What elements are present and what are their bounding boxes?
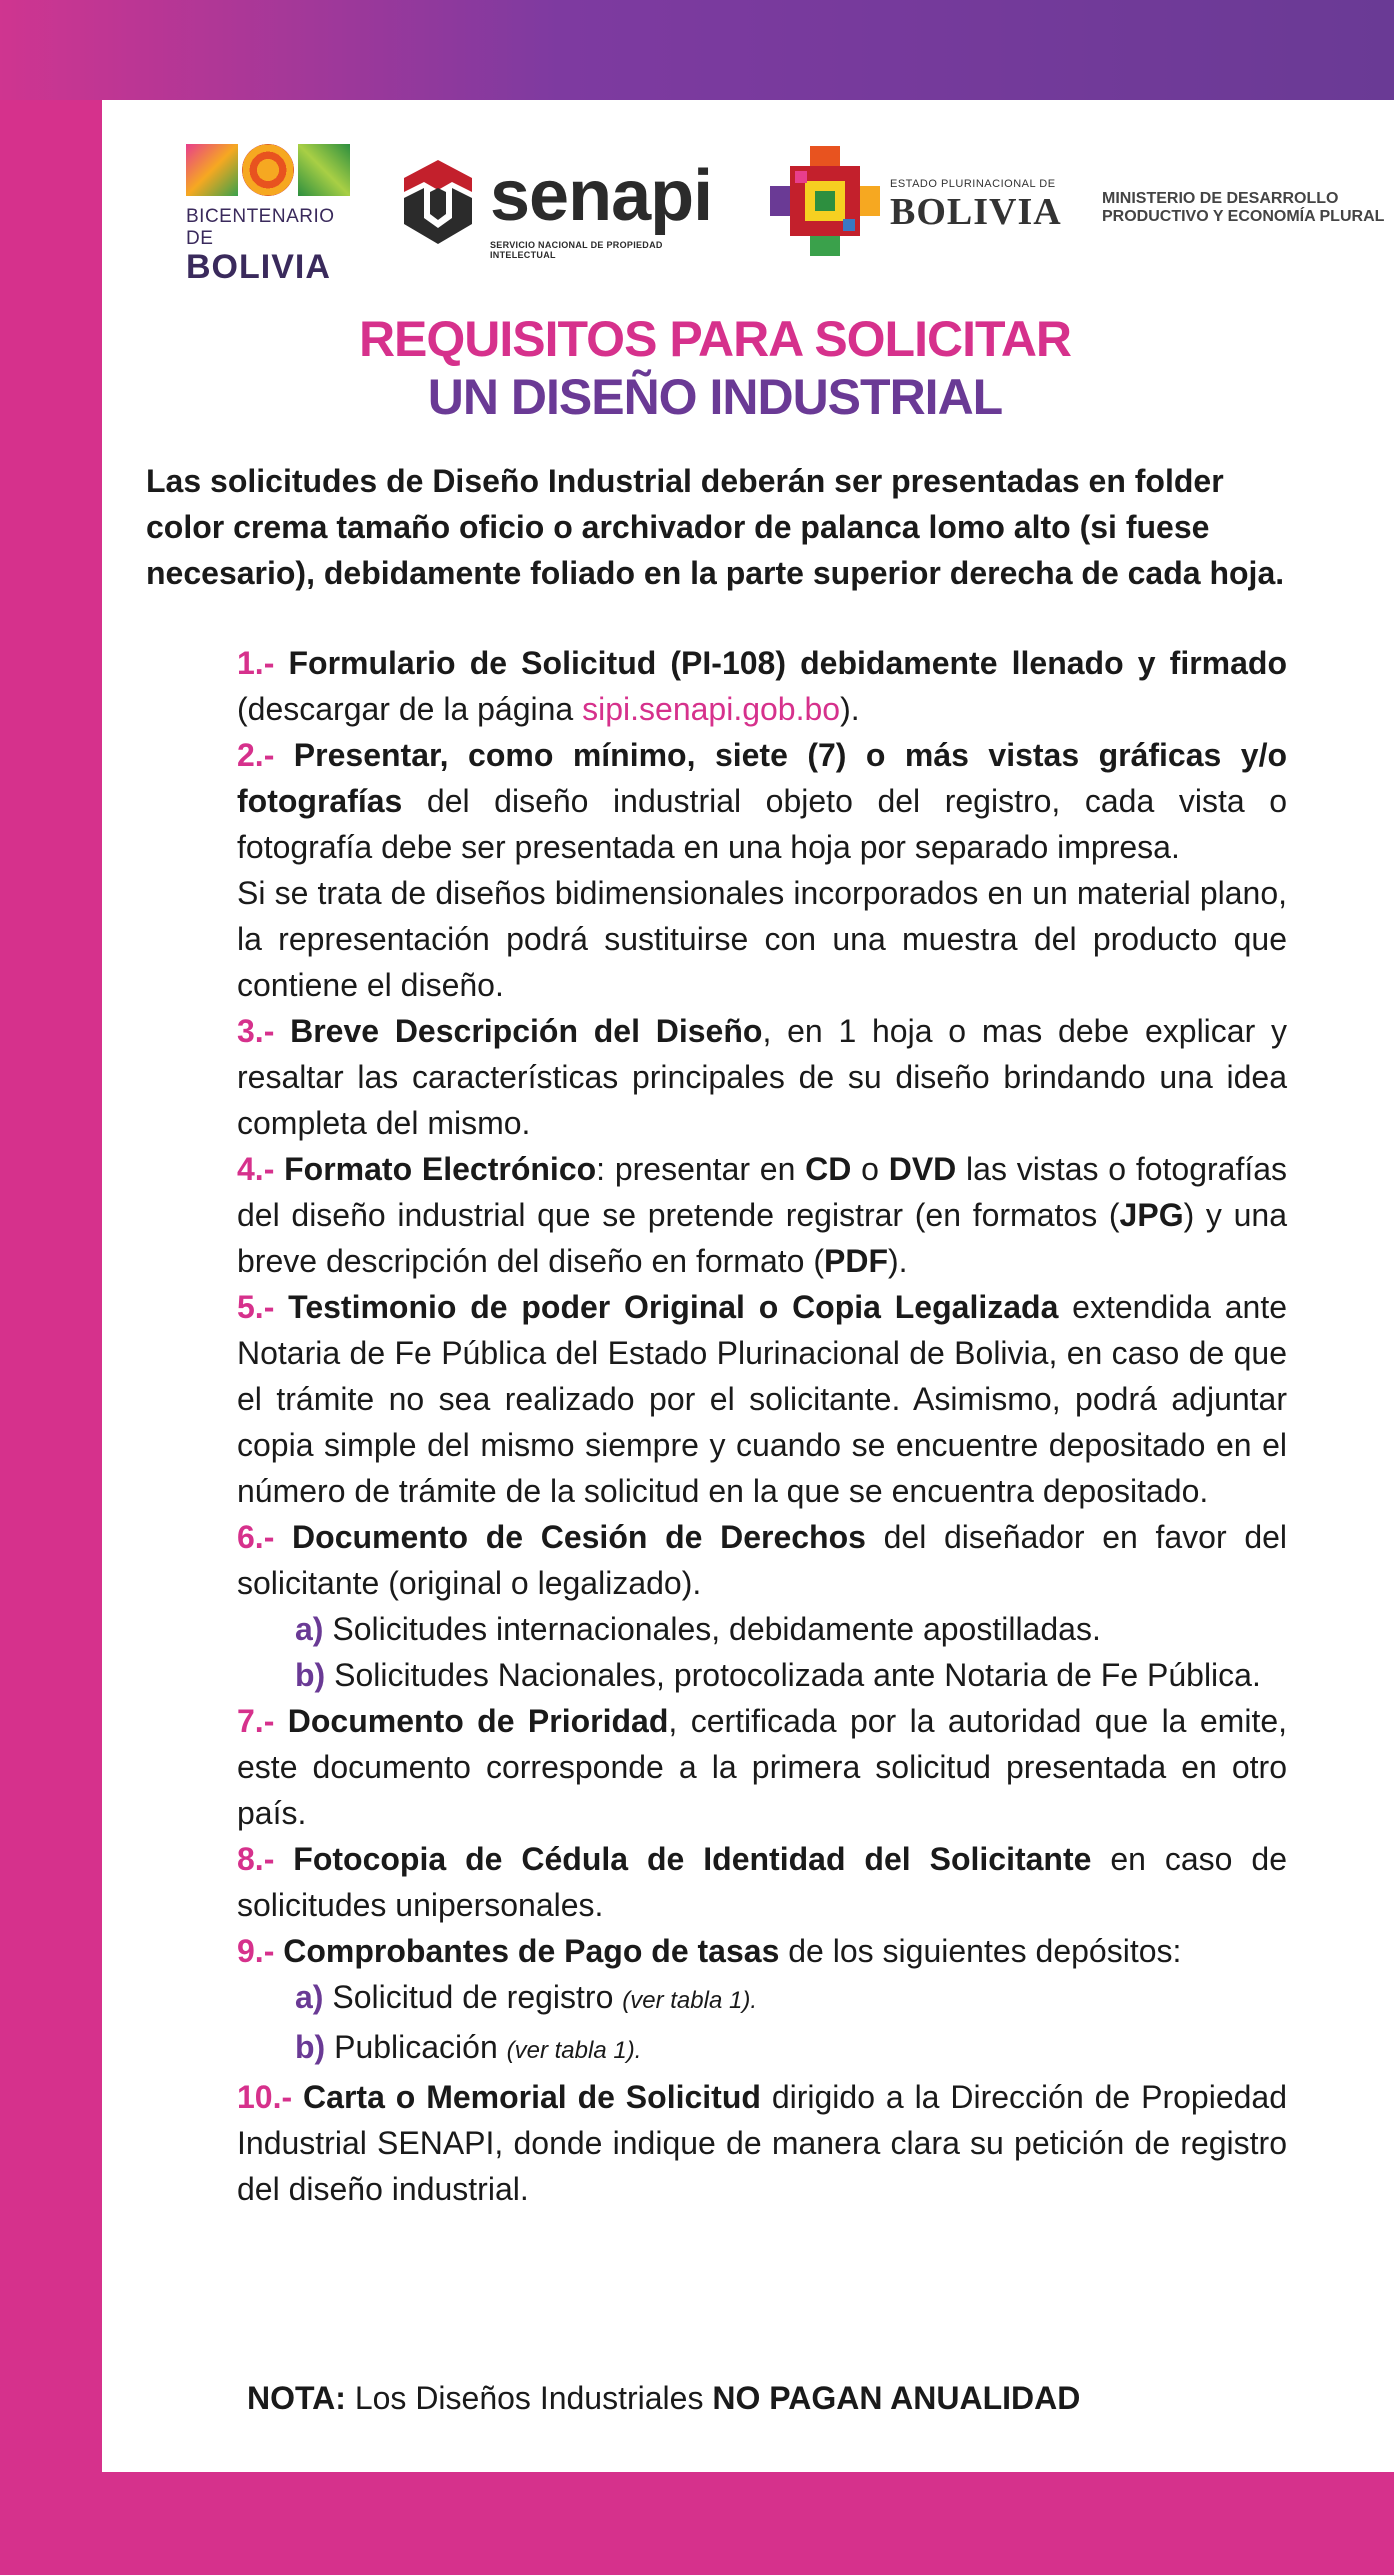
note-text: Los Diseños Industriales [345,2380,713,2416]
dvd-label: DVD [888,1151,957,1187]
requirement-item-8 [237,1836,1287,1928]
item-text: las vistas o fotografías del diseño industrial que se pretende registrar (en formatos ( [237,1151,1288,1233]
senapi-logo [398,156,718,266]
item-number: 1.- [237,645,275,681]
bottom-color-band [0,2472,1394,2575]
item-number: 7.- [237,1703,275,1739]
item-number: 9.- [237,1933,275,1969]
item-text: extendida ante Notaria de Fe Pública del Estado Plurinacional de Bolivia, en caso de que el trámite no sea realizado por el solicitante. Asimismo, podrá adjuntar copia simple del mismo siempre y cuando se encuentre depositado en el número de trámite de la solicitud en la que se encuentra depositado. [237,1289,1288,1509]
item-title: Presentar, como mínimo, siete (7) o más vistas gráficas y/o fotografías [237,737,1287,819]
note-label: NOTA: [247,2380,346,2416]
bicentenario-big: BOLIVIA [186,248,331,286]
item-title: Fotocopia de Cédula de Identidad del Solicitante [293,1841,1092,1877]
table-note: (ver tabla 1). [622,1987,757,2014]
sub-item-text: Solicitud de registro [332,1979,623,2015]
sub-item-b [237,1652,1287,1698]
intro-paragraph: Las solicitudes de Diseño Industrial deberán ser presentadas en folder color crema tamaño oficio o archivador de palanca lomo alto (si fuese necesario), debidamente foliado en la parte superior derecha de cada hoja. [146,463,1285,591]
item-text: ). [887,1243,908,1279]
item-text: , certificada por la autoridad que la emite, este documento corresponde a la primera solicitud presentada en otro país. [237,1703,1288,1831]
jpg-label: JPG [1119,1197,1184,1233]
item-title: Comprobantes de Pago de tasas [283,1933,780,1969]
sub-item-text: Solicitudes Nacionales, protocolizada ante Notaria de Fe Pública. [334,1657,1261,1693]
requirement-item-2 [237,732,1287,1008]
bolivia-big-label: BOLIVIA [890,191,1062,233]
sub-item-letter: a) [295,1611,324,1647]
requirements-list [237,640,1287,2212]
sipi-link[interactable]: sipi.senapi.gob.bo [582,691,841,727]
requirement-item-5 [237,1284,1287,1514]
bicentenario-logo [186,144,356,286]
senapi-emblem-icon [398,156,478,246]
item-text-2: Si se trata de diseños bidimensionales incorporados en un material plano, la representación podrá sustituirse con una muestra del producto que contiene el diseño. [237,875,1287,1003]
item-number: 5.- [237,1289,275,1325]
bolivia-small-label: ESTADO PLURINACIONAL DE [890,178,1056,190]
item-title: Formato Electrónico [284,1151,597,1187]
note-emphasis: NO PAGAN ANUALIDAD [712,2380,1081,2416]
requirement-item-3 [237,1008,1287,1146]
logo-row [142,140,1392,320]
item-title: Carta o Memorial de Solicitud [303,2079,761,2115]
item-text: de los siguientes depósitos: [779,1933,1182,1969]
bolivia-emblem-icon [770,146,880,256]
page-title-line-2: UN DISEÑO INDUSTRIAL [427,369,1003,425]
ministerio-logo [1102,190,1394,226]
sub-item-text: Solicitudes internacionales, debidamente apostilladas. [332,1611,1101,1647]
item-number: 8.- [237,1841,275,1877]
item-number: 10.- [237,2079,293,2115]
pdf-label: PDF [823,1243,888,1279]
item-number: 4.- [237,1151,275,1187]
item-text: (descargar de la página [237,691,583,727]
requirement-item-6 [237,1514,1287,1698]
sub-item-letter: b) [295,2029,326,2065]
sub-item-a [237,1606,1287,1652]
document-page [102,100,1394,2472]
requirement-item-10 [237,2074,1287,2212]
ministerio-line-1: MINISTERIO DE DESARROLLO [1102,190,1339,207]
item-title: Documento de Cesión de Derechos [292,1519,866,1555]
item-text: ). [840,691,860,727]
item-number: 6.- [237,1519,275,1555]
item-text: , en 1 hoja o mas debe explicar y resaltar las características principales de su diseño brindando una idea completa del mismo. [237,1013,1288,1141]
footer-note [247,2380,1247,2417]
senapi-subtitle: SERVICIO NACIONAL DE PROPIEDAD INTELECTUAL [490,240,663,260]
sub-item-text: Publicación [334,2029,507,2065]
left-color-band [0,100,102,2475]
requirement-item-9 [237,1928,1287,2074]
item-text: o [851,1151,889,1187]
page-title-line-1: REQUISITOS PARA SOLICITAR [358,311,1072,367]
item-number: 2.- [237,737,275,773]
ministerio-line-2: PRODUCTIVO Y ECONOMÍA PLURAL [1102,208,1385,225]
requirement-item-1 [237,640,1287,732]
bicentenario-emblem-icon [186,144,356,196]
bolivia-state-logo [770,140,1070,270]
top-color-bar [0,0,1394,100]
item-title: Formulario de Solicitud (PI-108) debidamente llenado y firmado [288,645,1288,681]
sub-item-letter: a) [295,1979,324,2015]
requirement-item-7 [237,1698,1287,1836]
item-text: dirigido a la Dirección de Propiedad Industrial SENAPI, donde indique de manera clara su petición de registro del diseño industrial. [237,2079,1288,2207]
item-number: 3.- [237,1013,275,1049]
item-text: ) y una breve descripción del diseño en formato ( [237,1197,1288,1279]
item-title: Breve Descripción del Diseño [290,1013,763,1049]
requirement-item-4 [237,1146,1287,1284]
item-title: Testimonio de poder Original o Copia Legalizada [288,1289,1059,1325]
senapi-wordmark: senapi [490,156,713,236]
sub-item-a [237,1974,1287,2024]
item-text: en caso de solicitudes unipersonales. [237,1841,1288,1923]
cd-label: CD [805,1151,852,1187]
bicentenario-label: BICENTENARIO DE [186,206,335,249]
sub-item-b [237,2024,1287,2074]
item-text: del diseñador en favor del solicitante (original o legalizado). [237,1519,1288,1601]
item-text: : presentar en [596,1151,806,1187]
sub-item-letter: b) [295,1657,326,1693]
table-note: (ver tabla 1). [506,2037,642,2064]
item-text: del diseño industrial objeto del registro, cada vista o fotografía debe ser presentada en una hoja por separado impresa. [237,783,1287,865]
item-title: Documento de Prioridad [287,1703,669,1739]
